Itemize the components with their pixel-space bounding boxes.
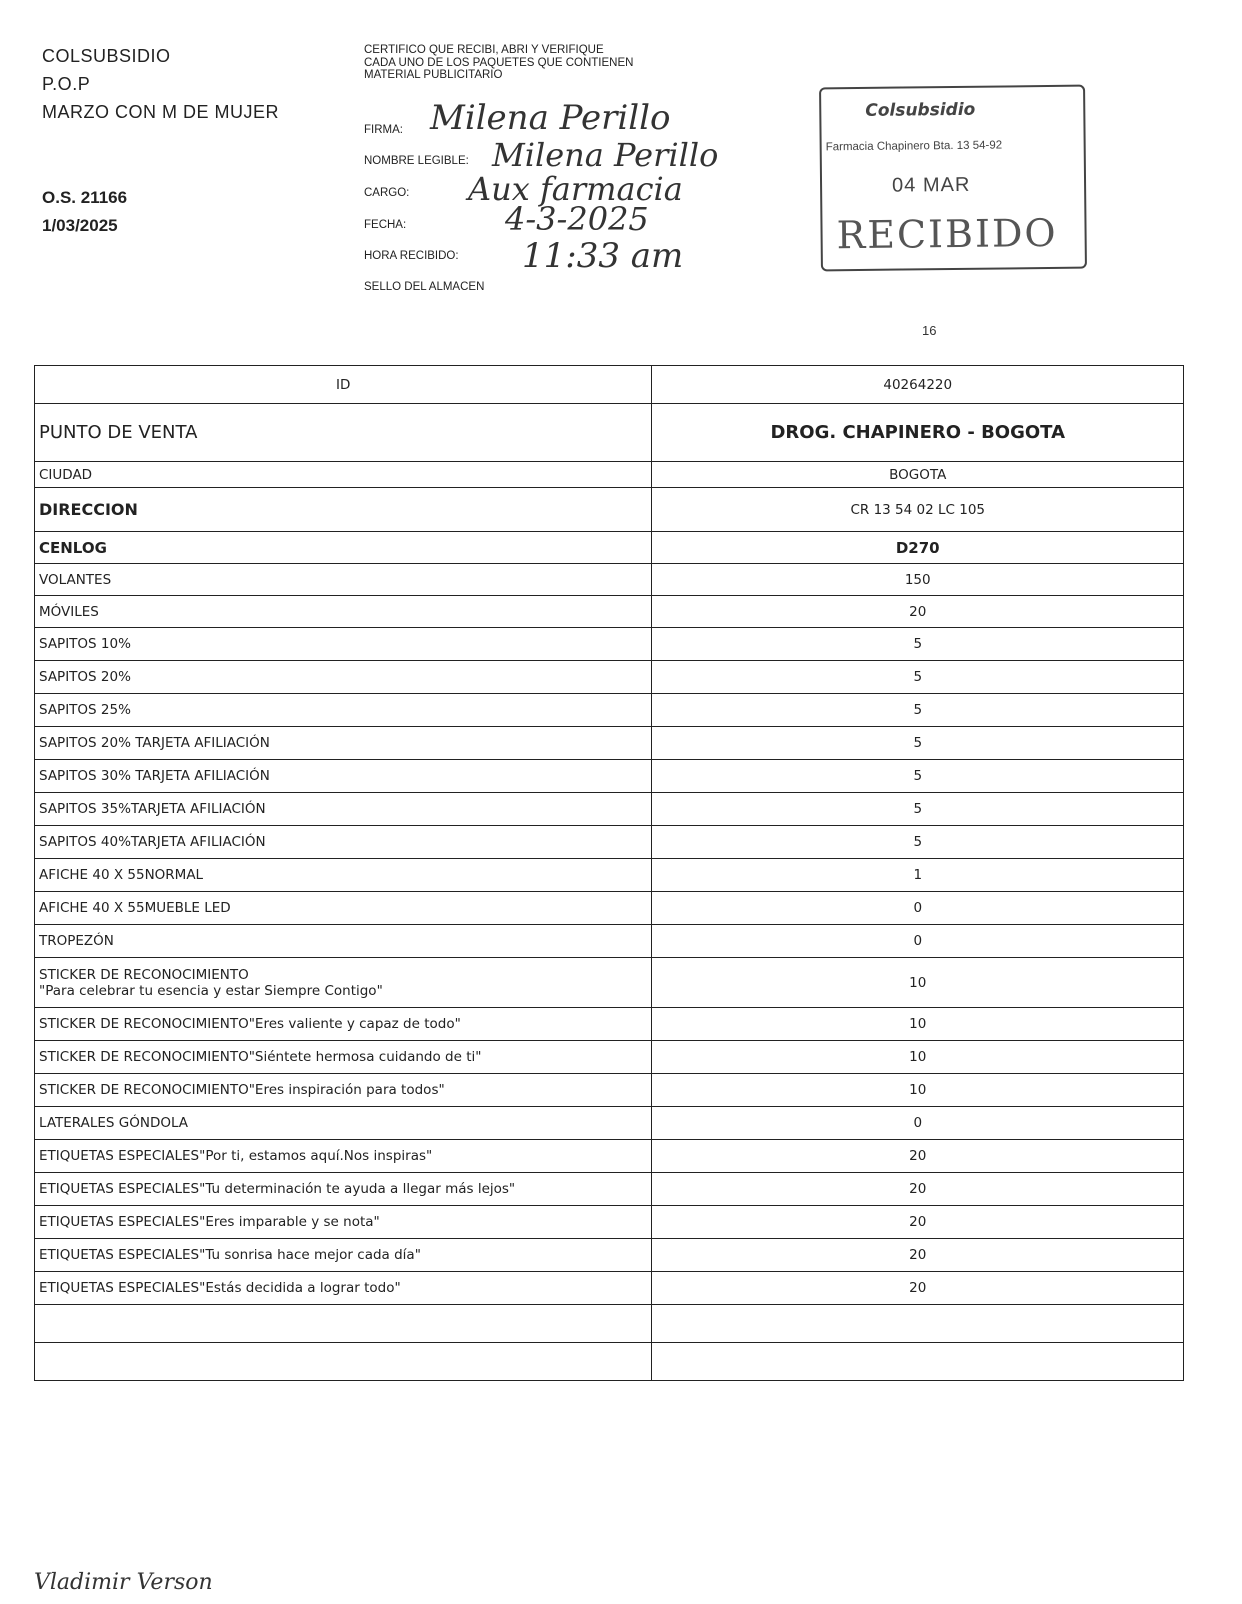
- stamp-date: 04 MAR: [891, 173, 971, 197]
- row-value: 0: [652, 1107, 1184, 1140]
- handwritten-firma: Milena Perillo: [430, 98, 671, 138]
- row-label-text: SAPITOS 10%: [39, 636, 131, 652]
- label-nombre: NOMBRE LEGIBLE:: [364, 155, 469, 167]
- handwritten-fecha: 4-3-2025: [505, 200, 649, 238]
- table-row: [35, 793, 1184, 826]
- row-value: [652, 1343, 1184, 1381]
- label-firma: FIRMA:: [364, 124, 403, 136]
- campaign-name: MARZO CON M DE MUJER: [42, 102, 279, 122]
- row-label-text: CIUDAD: [39, 466, 93, 483]
- row-label-subtext: "Para celebrar tu esencia y estar Siempre Contigo": [39, 982, 383, 999]
- certification-text: CERTIFICO QUE RECIBI, ABRI Y VERIFIQUE CADA UNO DE LOS PAQUETES QUE CONTIENEN MATERIAL PUBLICITARIO: [364, 44, 634, 81]
- row-value: 5: [652, 727, 1184, 760]
- row-value: 10: [652, 958, 1184, 1008]
- table-row: [35, 1173, 1184, 1206]
- row-label: [35, 366, 652, 404]
- stamp-logo: Colsubsidio: [865, 99, 976, 121]
- row-value: 5: [652, 694, 1184, 727]
- row-label: [35, 958, 652, 1008]
- label-cargo: CARGO:: [364, 187, 410, 199]
- company-name: COLSUBSIDIO: [42, 46, 171, 66]
- row-value: 10: [652, 1074, 1184, 1107]
- row-label-text: VOLANTES: [39, 571, 112, 588]
- handwritten-hora: 11:33 am: [522, 236, 684, 276]
- row-value: CR 13 54 02 LC 105: [652, 488, 1184, 532]
- table-row: [35, 1239, 1184, 1272]
- row-label: [35, 694, 652, 727]
- table-row: [35, 925, 1184, 958]
- label-fecha: FECHA:: [364, 219, 407, 231]
- handwritten-signature: Vladimir Verson: [34, 1570, 213, 1595]
- row-label-text: ETIQUETAS ESPECIALES"Tu determinación te ayuda a llegar más lejos": [39, 1181, 516, 1197]
- row-label: [35, 1173, 652, 1206]
- row-label: [35, 1272, 652, 1305]
- row-value: D270: [652, 532, 1184, 564]
- page-number: 16: [922, 323, 937, 338]
- row-label: [35, 793, 652, 826]
- row-value: 20: [652, 1206, 1184, 1239]
- row-label-text: SAPITOS 25%: [39, 702, 131, 718]
- table-row: [35, 826, 1184, 859]
- row-label: [35, 628, 652, 661]
- row-label-text: STICKER DE RECONOCIMIENTO"Eres valiente y capaz de todo": [39, 1016, 461, 1032]
- table-row: [35, 1343, 1184, 1381]
- material-type: P.O.P: [42, 74, 91, 94]
- row-value: 20: [652, 1173, 1184, 1206]
- row-label: [35, 1239, 652, 1272]
- row-value: 20: [652, 1272, 1184, 1305]
- row-value: 0: [652, 892, 1184, 925]
- row-label: [35, 727, 652, 760]
- table-row: [35, 1140, 1184, 1173]
- row-label-text: ETIQUETAS ESPECIALES"Por ti, estamos aquí.Nos inspiras": [39, 1148, 433, 1164]
- table-row: [35, 564, 1184, 596]
- table-row: [35, 366, 1184, 404]
- table-row: [35, 760, 1184, 793]
- row-value: 20: [652, 1239, 1184, 1272]
- row-label: [35, 596, 652, 628]
- row-value: 5: [652, 661, 1184, 694]
- row-value: 40264220: [652, 366, 1184, 404]
- table-row: [35, 859, 1184, 892]
- row-label: [35, 488, 652, 532]
- row-label: [35, 1008, 652, 1041]
- order-number: O.S. 21166: [42, 188, 128, 207]
- row-label: [35, 1343, 652, 1381]
- row-label-text: SAPITOS 20%: [39, 669, 131, 685]
- received-stamp: [819, 85, 1087, 272]
- row-label-text: DIRECCION: [39, 500, 138, 519]
- table-row: [35, 462, 1184, 488]
- row-label: [35, 532, 652, 564]
- row-label-text: SAPITOS 40%TARJETA AFILIACIÓN: [39, 834, 266, 850]
- table-row: [35, 628, 1184, 661]
- row-label: [35, 564, 652, 596]
- row-label-text: ETIQUETAS ESPECIALES"Tu sonrisa hace mejor cada día": [39, 1247, 421, 1263]
- row-label: [35, 404, 652, 462]
- table-row: [35, 727, 1184, 760]
- table-row: [35, 1041, 1184, 1074]
- row-value: 10: [652, 1041, 1184, 1074]
- row-label: [35, 462, 652, 488]
- table-row: [35, 488, 1184, 532]
- order-date: 1/03/2025: [42, 216, 118, 235]
- row-label-text: SAPITOS 20% TARJETA AFILIACIÓN: [39, 735, 270, 751]
- table-row: [35, 1206, 1184, 1239]
- label-hora: HORA RECIBIDO:: [364, 250, 459, 262]
- row-value: 5: [652, 760, 1184, 793]
- row-value: 10: [652, 1008, 1184, 1041]
- row-label-text: LATERALES GÓNDOLA: [39, 1115, 189, 1131]
- row-label: [35, 859, 652, 892]
- row-label: [35, 1041, 652, 1074]
- row-label-text: SAPITOS 35%TARJETA AFILIACIÓN: [39, 801, 266, 817]
- row-label-text: STICKER DE RECONOCIMIENTO: [39, 966, 249, 983]
- row-label-text: AFICHE 40 X 55MUEBLE LED: [39, 900, 231, 916]
- row-value: 20: [652, 596, 1184, 628]
- row-value: 150: [652, 564, 1184, 596]
- table-row: [35, 892, 1184, 925]
- row-value: 5: [652, 628, 1184, 661]
- handwritten-nombre: Milena Perillo: [492, 136, 719, 174]
- row-label-text: STICKER DE RECONOCIMIENTO"Siéntete hermosa cuidando de ti": [39, 1049, 482, 1065]
- row-label: [35, 1074, 652, 1107]
- row-label-text: ETIQUETAS ESPECIALES"Estás decidida a lograr todo": [39, 1280, 401, 1296]
- row-label-text: ID: [336, 376, 351, 393]
- stamp-status: RECIBIDO: [836, 210, 1058, 258]
- table-body: [35, 366, 1184, 1381]
- table-row: [35, 1008, 1184, 1041]
- table-row: [35, 596, 1184, 628]
- table-row: [35, 694, 1184, 727]
- row-label: [35, 1206, 652, 1239]
- row-value: [652, 1305, 1184, 1343]
- row-value: 0: [652, 925, 1184, 958]
- row-label-text: PUNTO DE VENTA: [39, 422, 198, 443]
- table-row: [35, 1272, 1184, 1305]
- row-label: [35, 760, 652, 793]
- row-value: 1: [652, 859, 1184, 892]
- row-label-text: CENLOG: [39, 538, 107, 557]
- row-value: 5: [652, 826, 1184, 859]
- table-row: [35, 1305, 1184, 1343]
- row-value: DROG. CHAPINERO - BOGOTA: [652, 404, 1184, 462]
- handwritten-cargo: Aux farmacia: [468, 170, 683, 208]
- row-label: [35, 1305, 652, 1343]
- row-label: [35, 661, 652, 694]
- table-row: [35, 532, 1184, 564]
- row-label-text: SAPITOS 30% TARJETA AFILIACIÓN: [39, 768, 270, 784]
- row-label-text: MÓVILES: [39, 603, 99, 620]
- row-label: [35, 892, 652, 925]
- row-label: [35, 925, 652, 958]
- row-value: BOGOTA: [652, 462, 1184, 488]
- table-row: [35, 958, 1184, 1008]
- table-row: [35, 1107, 1184, 1140]
- row-label: [35, 1107, 652, 1140]
- row-label-text: AFICHE 40 X 55NORMAL: [39, 867, 204, 883]
- row-label-text: STICKER DE RECONOCIMIENTO"Eres inspiración para todos": [39, 1082, 445, 1098]
- row-label: [35, 826, 652, 859]
- row-label-text: TROPEZÓN: [39, 933, 114, 949]
- stamp-address: Farmacia Chapinero Bta. 13 54-92: [825, 139, 1003, 154]
- table-row: [35, 661, 1184, 694]
- row-value: 5: [652, 793, 1184, 826]
- material-table: [34, 365, 1184, 1381]
- row-label-text: ETIQUETAS ESPECIALES"Eres imparable y se nota": [39, 1214, 380, 1230]
- row-value: 20: [652, 1140, 1184, 1173]
- label-sello: SELLO DEL ALMACEN: [364, 281, 485, 293]
- row-label: [35, 1140, 652, 1173]
- table-row: [35, 1074, 1184, 1107]
- order-block: [42, 184, 127, 240]
- header-company-block: [42, 42, 279, 126]
- table-row: [35, 404, 1184, 462]
